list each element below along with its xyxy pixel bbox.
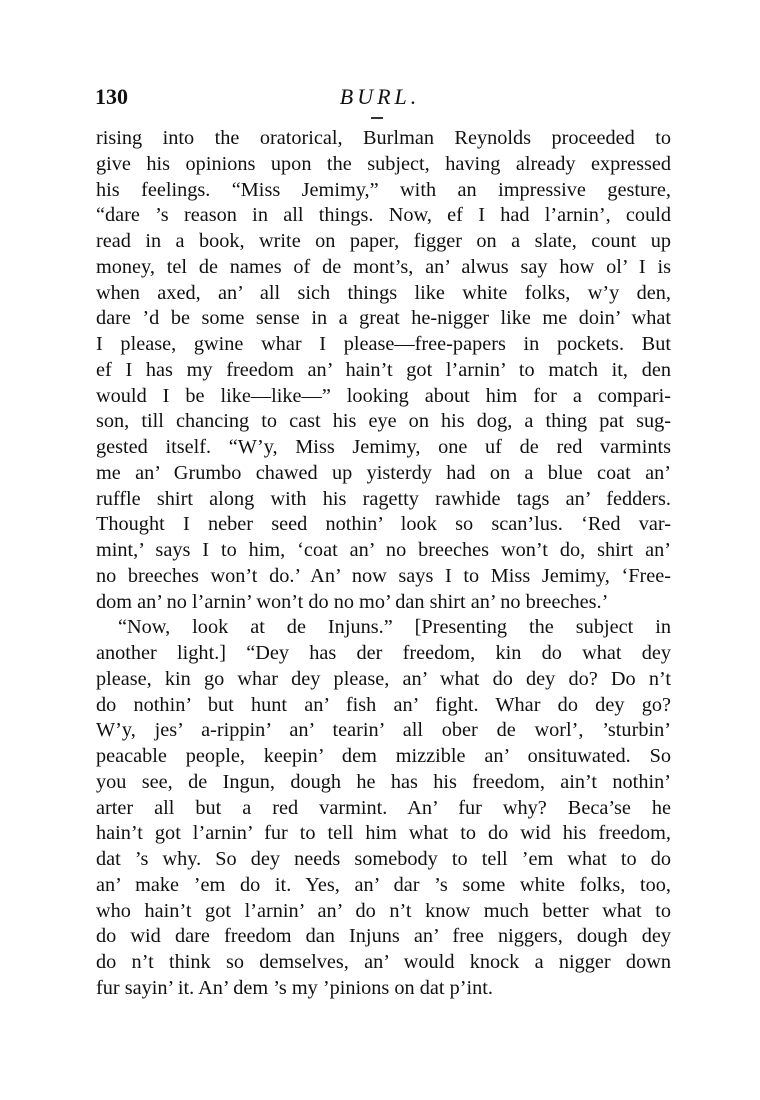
text-line: dat ’s why. So dey needs somebody to tell ’em what to do	[96, 848, 671, 870]
text-line: “Now, look at de Injuns.” [Presenting the subject in	[118, 616, 671, 639]
text-line: his feelings. “Miss Jemimy,” with an impressive gesture,	[96, 178, 671, 201]
text-line: “dare ’s reason in all things. Now, ef I had l’arnin’, could	[96, 204, 671, 227]
text-line: hain’t got l’arnin’ fur to tell him what to do wid his freedom,	[96, 822, 671, 845]
text-line: mint,’ says I to him, ‘coat an’ no breeches won’t do, shirt an’	[96, 539, 671, 561]
text-line: rising into the oratorical, Burlman Reynolds proceeded to	[96, 127, 671, 149]
text-line: peacable people, keepin’ dem mizzible an’ onsituwated. So	[96, 745, 671, 767]
text-line: an’ make ’em do it. Yes, an’ dar ’s some white folks, too,	[96, 873, 671, 896]
text-line: do wid dare freedom dan Injuns an’ free niggers, dough dey	[96, 925, 671, 948]
text-line: arter all but a red varmint. An’ fur why? Beca’se he	[96, 796, 671, 819]
text-line: W’y, jes’ a-rippin’ an’ tearin’ all ober de worl’, ’sturbin’	[96, 719, 671, 742]
text-line: Thought I neber seed nothin’ look so scan’lus. ‘Red var-	[96, 513, 671, 536]
paragraph	[96, 126, 671, 615]
text-line: when axed, an’ all sich things like white folks, w’y den,	[96, 281, 671, 304]
text-line: do n’t think so demselves, an’ would knock a nigger down	[96, 951, 671, 973]
text-line: money, tel de names of de mont’s, an’ alwus say how ol’ I is	[96, 255, 671, 278]
text-line: dare ’d be some sense in a great he-nigger like me doin’ what	[96, 307, 671, 330]
text-line: another light.] “Dey has der freedom, kin do what dey	[96, 642, 671, 664]
text-line: would I be like—like—” looking about him for a compari-	[96, 384, 671, 407]
text-line: son, till chancing to cast his eye on his dog, a thing pat sug-	[96, 410, 671, 433]
text-line: dom an’ no l’arnin’ won’t do no mo’ dan shirt an’ no breeches.’	[96, 590, 609, 613]
text-line: do nothin’ but hunt an’ fish an’ fight. Whar do dey go?	[96, 693, 671, 716]
paragraph	[96, 615, 671, 1001]
text-line: gested itself. “W’y, Miss Jemimy, one uf de red varmints	[96, 436, 671, 458]
text-line: read in a book, write on paper, figger on a slate, count up	[96, 230, 671, 252]
page-number: 130	[95, 84, 128, 109]
text-line: give his opinions upon the subject, having already expressed	[96, 152, 671, 175]
text-line: ruffle shirt along with his ragetty rawhide tags an’ fedders.	[96, 487, 671, 510]
text-line: please, kin go whar dey please, an’ what do dey do? Do n’t	[96, 667, 671, 690]
text-line: no breeches won’t do.’ An’ now says I to Miss Jemimy, ‘Free-	[96, 564, 671, 587]
text-line: you see, de Ingun, dough he has his freedom, ain’t nothin’	[96, 770, 671, 793]
text-line: ef I has my freedom an’ hain’t got l’arnin’ to match it, den	[96, 358, 671, 381]
running-title: BURL.	[339, 84, 421, 109]
text-line: I please, gwine whar I please—free-papers in pockets. But	[96, 333, 671, 355]
body-text	[96, 126, 671, 1002]
header-rule	[371, 117, 383, 119]
text-line: who hain’t got l’arnin’ an’ do n’t know much better what to	[96, 899, 671, 922]
text-line: me an’ Grumbo chawed up yisterdy had on a blue coat an’	[96, 461, 671, 484]
text-line: fur sayin’ it. An’ dem ’s my ’pinions on dat p’int.	[96, 976, 493, 999]
